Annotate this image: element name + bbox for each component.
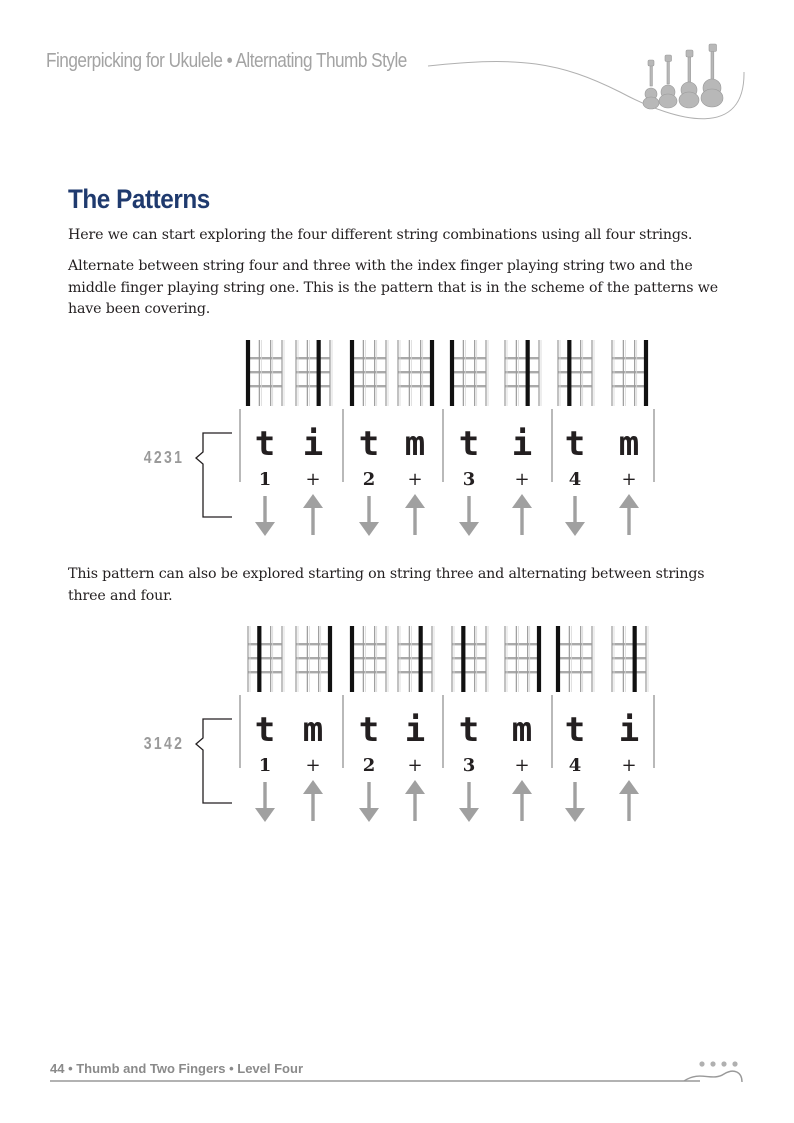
header-title: Fingerpicking for Ukulele • Alternating Thumb Style xyxy=(46,50,407,72)
beat-count: 2 xyxy=(362,755,376,776)
fretboard-icon xyxy=(505,340,541,406)
fretboard-icon xyxy=(398,626,434,692)
finger-letter: t xyxy=(254,424,276,464)
fretboard-icon xyxy=(296,340,332,406)
pattern-bracket xyxy=(196,433,232,517)
pattern-label: 3142 xyxy=(143,733,185,754)
beat-count: 1 xyxy=(258,755,272,776)
beat-count: + xyxy=(514,755,530,776)
beat-count: 3 xyxy=(462,469,476,490)
alternate-pattern-paragraph: This pattern can also be explored starting on string three and alternating between strings three and four. xyxy=(68,566,705,604)
down-arrow-icon xyxy=(359,496,379,536)
pattern-diagram-2 xyxy=(0,622,794,822)
beat-count: 4 xyxy=(568,469,582,490)
pattern-bracket xyxy=(196,719,232,803)
fretboard-icon xyxy=(558,340,594,406)
finger-letter: t xyxy=(358,710,380,750)
intro-paragraph: Here we can start exploring the four different string combinations using all four strings. xyxy=(68,227,693,243)
beat-count: + xyxy=(621,755,637,776)
finger-letter: t xyxy=(254,710,276,750)
finger-letter: i xyxy=(511,424,533,464)
beat-count: + xyxy=(305,469,321,490)
beat-count: 3 xyxy=(462,755,476,776)
down-arrow-icon xyxy=(459,782,479,822)
beat-count: 1 xyxy=(258,469,272,490)
fretboard-icon xyxy=(505,626,539,692)
finger-letter: i xyxy=(404,710,426,750)
beat-count: + xyxy=(407,469,423,490)
finger-letter: m xyxy=(618,424,640,464)
up-arrow-icon xyxy=(405,494,425,535)
finger-letter: t xyxy=(564,710,586,750)
fretboard-icon xyxy=(612,626,648,692)
finger-letter: t xyxy=(564,424,586,464)
finger-letter: m xyxy=(302,710,324,750)
finger-letter: i xyxy=(302,424,324,464)
finger-letter: t xyxy=(358,424,380,464)
down-arrow-icon xyxy=(459,496,479,536)
section-heading: The Patterns xyxy=(68,184,210,214)
fretboard-icon xyxy=(248,626,284,692)
pattern-diagram-1 xyxy=(0,336,794,536)
fretboard-icon xyxy=(296,626,330,692)
beat-count: + xyxy=(407,755,423,776)
up-arrow-icon xyxy=(405,780,425,821)
finger-letter: t xyxy=(458,424,480,464)
fretboard-icon xyxy=(352,626,388,692)
up-arrow-icon xyxy=(512,494,532,535)
footer-dots xyxy=(699,1061,737,1066)
finger-letter: t xyxy=(458,710,480,750)
beat-count: + xyxy=(305,755,321,776)
beat-count: 2 xyxy=(362,469,376,490)
fretboard-icon xyxy=(452,626,488,692)
ukulele-icons xyxy=(643,44,723,109)
fretboard-icon xyxy=(452,340,488,406)
pattern-description-paragraph: Alternate between string four and three with the index finger playing string two and the middle finger playing string one. This is the pattern that is in the scheme of the patterns we have been covering. xyxy=(68,258,718,317)
down-arrow-icon xyxy=(359,782,379,822)
footer-text: 44 • Thumb and Two Fingers • Level Four xyxy=(50,1061,303,1076)
up-arrow-icon xyxy=(303,780,323,821)
up-arrow-icon xyxy=(303,494,323,535)
up-arrow-icon xyxy=(619,780,639,821)
fretboard-icon xyxy=(558,626,594,692)
beat-count: 4 xyxy=(568,755,582,776)
fretboard-icon xyxy=(398,340,432,406)
beat-count: + xyxy=(621,469,637,490)
fretboard-icon xyxy=(612,340,646,406)
down-arrow-icon xyxy=(255,782,275,822)
down-arrow-icon xyxy=(565,782,585,822)
finger-letter: m xyxy=(511,710,533,750)
finger-letter: m xyxy=(404,424,426,464)
pattern-label: 4231 xyxy=(143,447,185,468)
fretboard-icon xyxy=(352,340,388,406)
beat-count: + xyxy=(514,469,530,490)
down-arrow-icon xyxy=(565,496,585,536)
up-arrow-icon xyxy=(619,494,639,535)
down-arrow-icon xyxy=(255,496,275,536)
fretboard-icon xyxy=(248,340,284,406)
up-arrow-icon xyxy=(512,780,532,821)
finger-letter: i xyxy=(618,710,640,750)
